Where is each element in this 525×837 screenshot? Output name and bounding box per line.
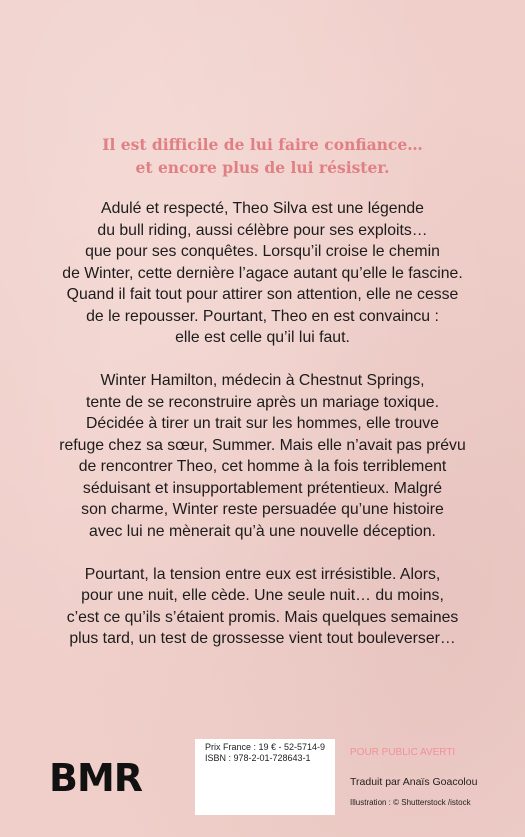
- blurb-paragraph-1: [0, 198, 525, 349]
- tagline-line: et encore plus de lui résister.: [135, 158, 390, 177]
- blurb: [0, 198, 525, 671]
- blurb-line: Adulé et respecté, Theo Silva est une légende: [101, 200, 424, 217]
- audience-advisory: POUR PUBLIC AVERTI: [350, 747, 456, 758]
- publisher-logo: BMR: [49, 756, 143, 800]
- translator-credit: Traduit par Anaïs Goacolou: [350, 776, 478, 788]
- isbn-line: ISBN : 978-2-01-728643-1: [205, 753, 311, 763]
- blurb-line: Winter Hamilton, médecin à Chestnut Springs,: [100, 372, 425, 389]
- blurb-line: pour une nuit, elle cède. Une seule nuit… du moins,: [81, 587, 444, 604]
- blurb-line: séduisant et insupportablement prétentieux. Malgré: [82, 479, 443, 497]
- blurb-line: tente de se reconstruire après un mariage toxique.: [85, 393, 439, 411]
- tagline-line: Il est difficile de lui faire confiance…: [102, 135, 423, 154]
- credits: [350, 776, 477, 807]
- blurb-paragraph-3: [0, 564, 525, 650]
- tagline: [0, 133, 525, 179]
- blurb-line: de le repousser. Pourtant, Theo en est convaincu :: [86, 307, 439, 325]
- blurb-line: du bull riding, aussi célèbre pour ses exploits…: [97, 221, 428, 239]
- blurb-line: de rencontrer Theo, cet homme à la fois terriblement: [78, 458, 447, 475]
- blurb-line: plus tard, un test de grossesse vient tout bouleverser…: [69, 630, 456, 647]
- price-isbn-box: [195, 739, 335, 815]
- blurb-line: c’est ce qu’ils s’étaient promis. Mais quelques semaines: [66, 608, 459, 626]
- blurb-line: Pourtant, la tension entre eux est irrésistible. Alors,: [84, 565, 441, 583]
- blurb-line: que pour ses conquêtes. Lorsqu’il croise le chemin: [85, 243, 440, 260]
- blurb-line: de Winter, cette dernière l’agace autant qu’elle le fascine.: [62, 264, 463, 282]
- blurb-paragraph-2: [0, 370, 525, 542]
- blurb-line: elle est celle qu’il lui faut.: [175, 329, 350, 346]
- blurb-line: Quand il fait tout pour attirer son attention, elle ne cesse: [66, 286, 459, 303]
- blurb-line: refuge chez sa sœur, Summer. Mais elle n’avait pas prévu: [59, 436, 466, 454]
- blurb-line: son charme, Winter reste persuadée qu’une histoire: [81, 501, 444, 518]
- blurb-line: avec lui ne mènerait qu’à une nouvelle déception.: [89, 522, 436, 540]
- blurb-line: Décidée à tirer un trait sur les hommes, elle trouve: [86, 415, 439, 432]
- price-line: Prix France : 19 € - 52-5714-9: [205, 742, 326, 752]
- illustration-credit: Illustration : © Shutterstock /istock: [350, 798, 471, 807]
